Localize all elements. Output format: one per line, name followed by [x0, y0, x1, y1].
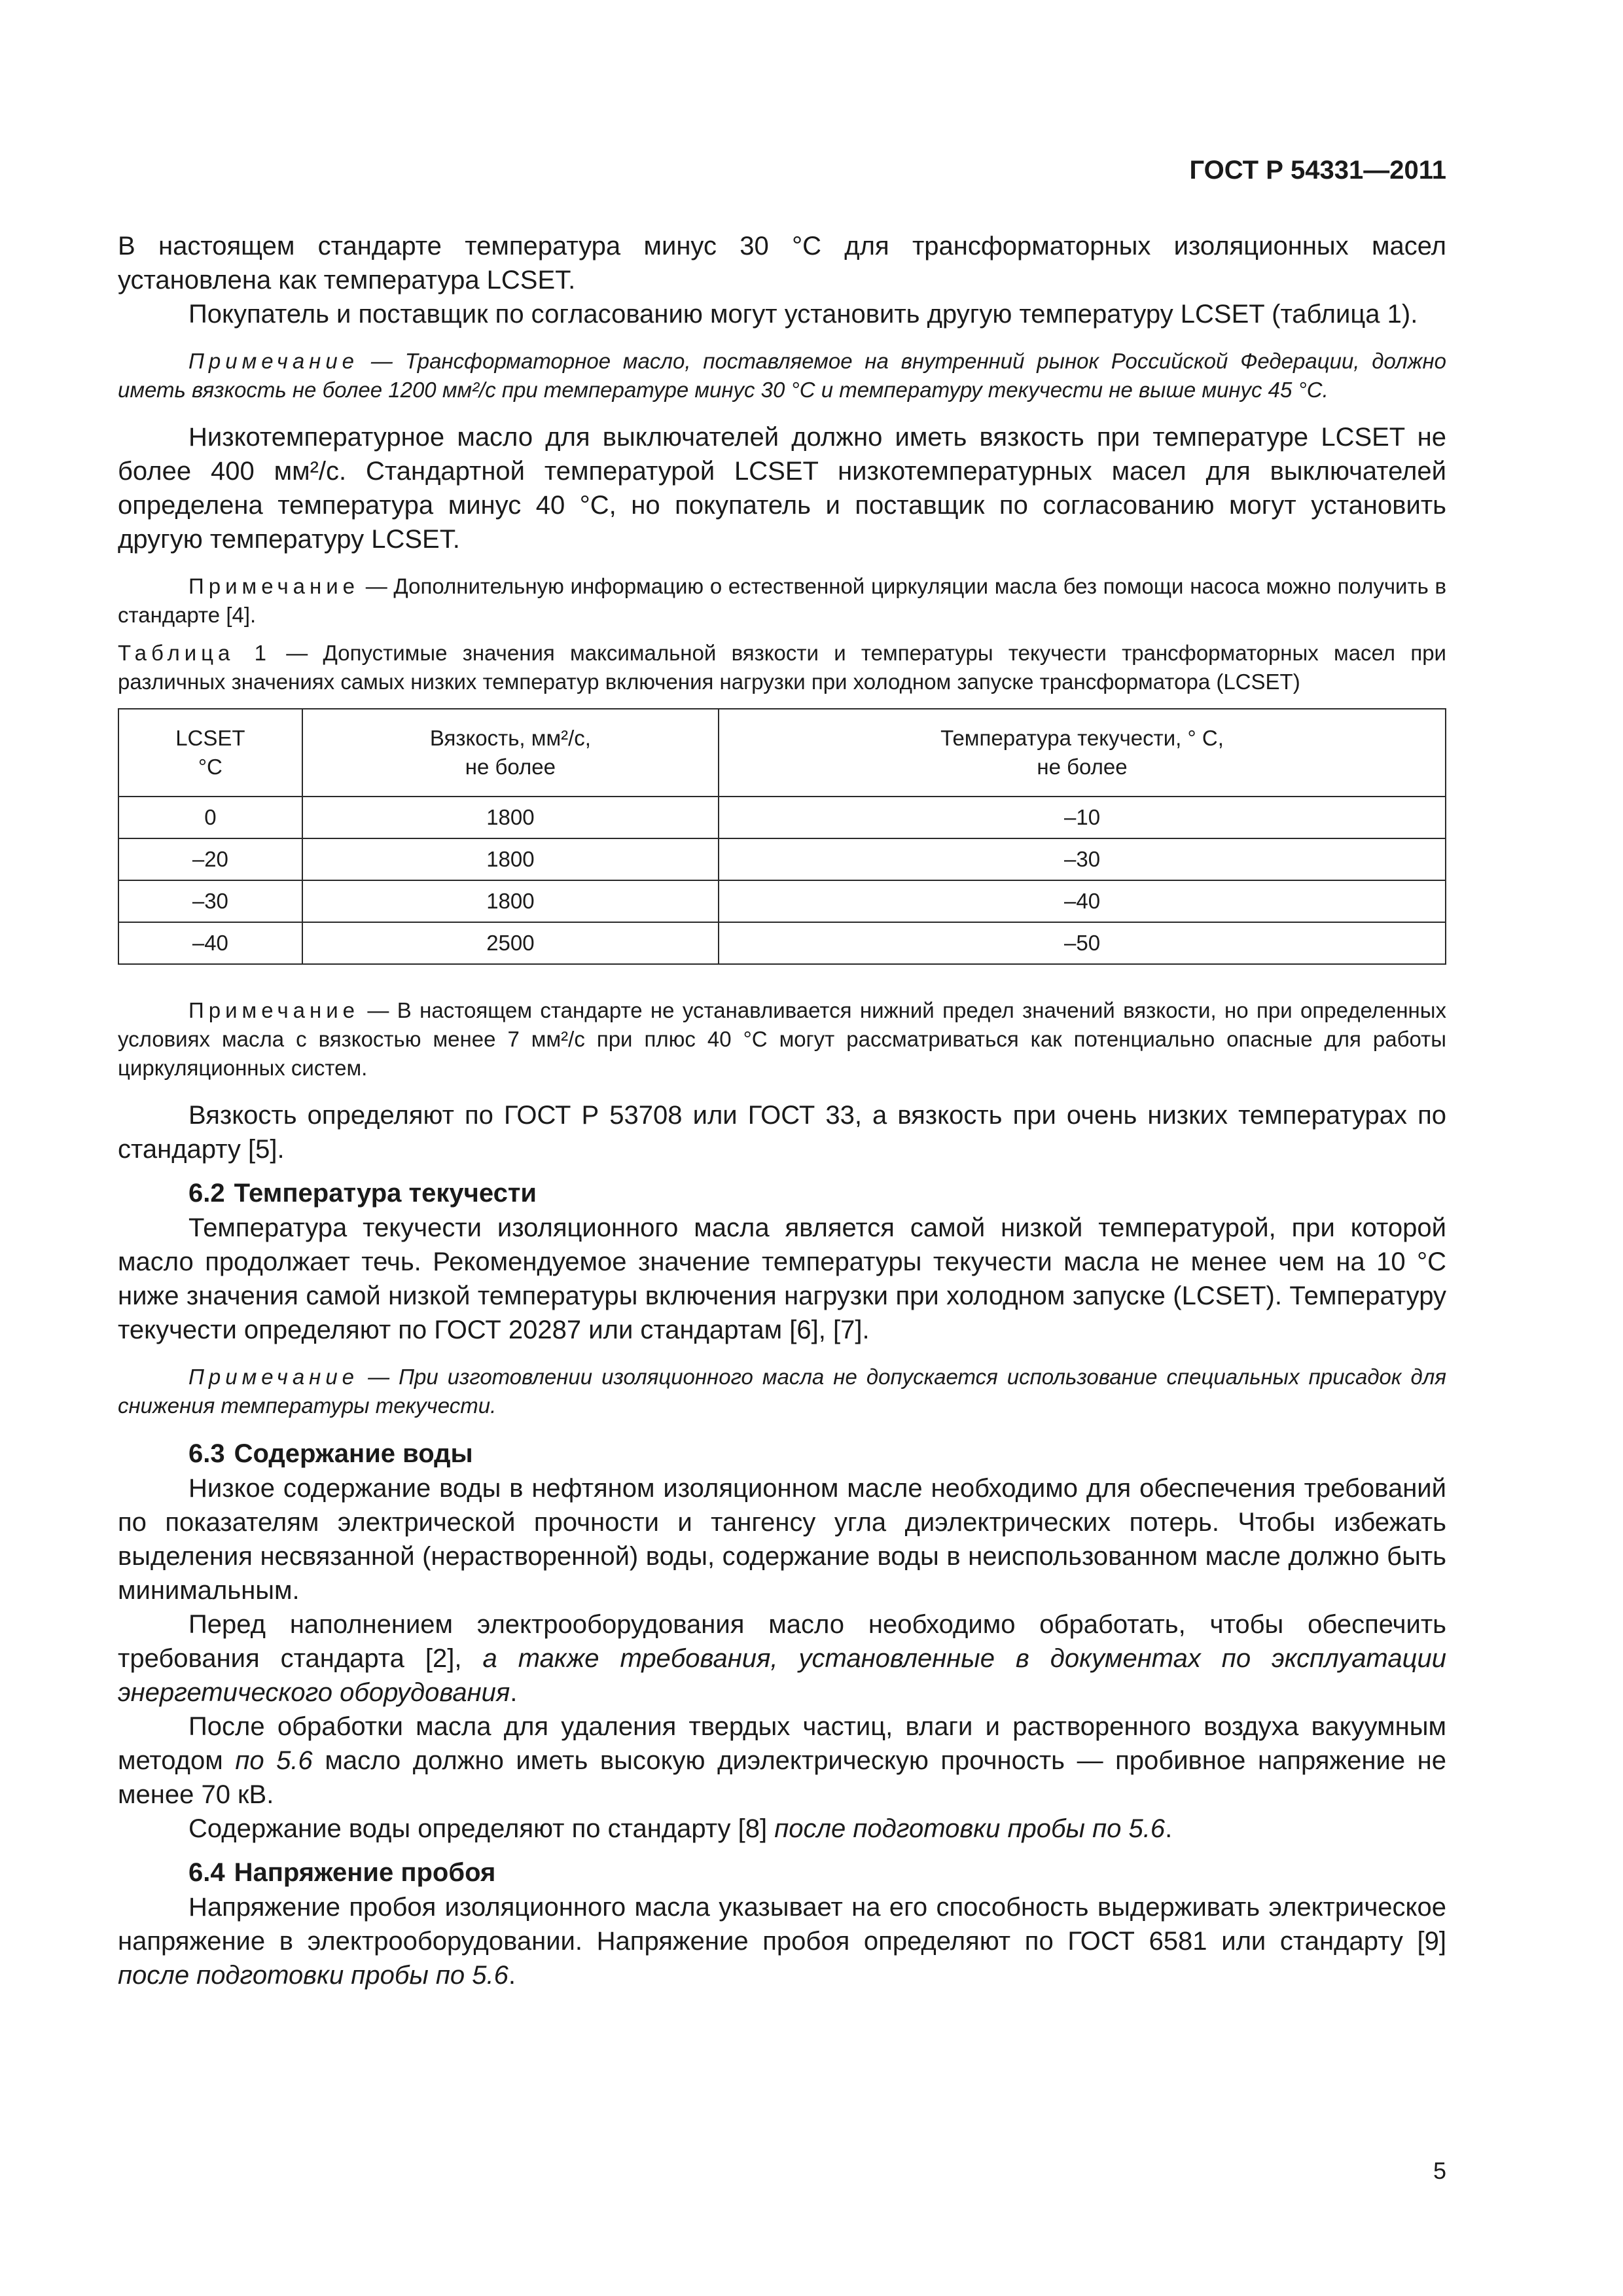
table-cell: –40 — [719, 880, 1446, 922]
table-row — [118, 880, 1446, 922]
section-heading-6-3: 6.3 Содержание воды — [188, 1439, 473, 1468]
page-content — [118, 229, 1446, 1992]
page-number: 5 — [1433, 2157, 1446, 2184]
paragraph: В настоящем стандарте температура минус 30 °С для трансформаторных изоляционных масел установлена как температура LCSET. — [118, 232, 1446, 295]
note — [118, 347, 1446, 404]
section-heading-6-2: 6.2 Температура текучести — [188, 1179, 537, 1208]
note-label: Примечание — [188, 574, 360, 598]
note-text: — Дополнительную информацию о естественной циркуляции масла без помощи насоса можно получить в стандарте [4]. — [118, 574, 1446, 627]
table-row — [118, 797, 1446, 838]
note-text: — В настоящем стандарте не устанавливается нижний предел значений вязкости, но при определенных условиях масла с вязкостью менее 7 мм²/с при плюс 40 °С могут рассматриваться как потенциально опасные для работы циркуляционных систем. — [118, 998, 1446, 1080]
note-label: Примечание — [188, 349, 359, 373]
table-cell: –30 — [118, 880, 302, 922]
paragraph: Напряжение пробоя изоляционного масла указывает на его способность выдерживать электрическое напряжение в электрооборудовании. Напряжение пробоя определяют по ГОСТ 6581 или стандарту [9] после подготовки пробы по 5.6. — [118, 1893, 1446, 1990]
paragraph: Перед наполнением электрооборудования масло необходимо обработать, чтобы обеспечить требования стандарта [2], а также требования, установленные в документах по эксплуатации энергетического оборудования. — [118, 1610, 1446, 1707]
viscosity-table — [118, 708, 1446, 965]
table-header-cell: Температура текучести, ° С, не более — [719, 709, 1446, 797]
note-label: Примечание — [188, 998, 360, 1022]
paragraph: Низкотемпературное масло для выключателей должно иметь вязкость при температуре LCSET не более 400 мм²/с. Стандартной температурой LCSET низкотемпературных масел для выключателей определена температура минус 40 °С, но покупатель и поставщик по согласованию могут установить другую температуру LCSET. — [118, 423, 1446, 554]
note — [118, 572, 1446, 630]
note-text: — Трансформаторное масло, поставляемое на внутренний рынок Российской Федерации, должно иметь вязкость не более 1200 мм²/с при температуре минус 30 °С и температуру текучести не выше минус 45 °С. — [118, 349, 1446, 402]
table-cell: –10 — [719, 797, 1446, 838]
paragraph: Содержание воды определяют по стандарту [8] после подготовки пробы по 5.6. — [188, 1814, 1173, 1843]
section-heading-6-4: 6.4 Напряжение пробоя — [188, 1858, 496, 1887]
table-caption — [118, 639, 1446, 696]
table-cell: –30 — [719, 838, 1446, 880]
table-cell: –50 — [719, 922, 1446, 964]
paragraph: Температура текучести изоляционного масла является самой низкой температурой, при которой масло продолжает течь. Рекомендуемое значение температуры текучести масла не менее чем на 10 °С ниже значения самой низкой температуры включения нагрузки при холодном запуске (LCSET). Температуру текучести определяют по ГОСТ 20287 или стандартам [6], [7]. — [118, 1213, 1446, 1344]
document-page — [118, 0, 1446, 2296]
paragraph: Вязкость определяют по ГОСТ Р 53708 или ГОСТ 33, а вязкость при очень низких температурах по стандарту [5]. — [118, 1101, 1446, 1164]
note-text: — При изготовлении изоляционного масла не допускается использование специальных присадок для снижения температуры текучести. — [118, 1365, 1446, 1418]
table-cell: 1800 — [302, 838, 719, 880]
document-id-header: ГОСТ Р 54331—2011 — [1189, 156, 1446, 185]
table-cell: 2500 — [302, 922, 719, 964]
note-label: Примечание — [188, 1365, 359, 1389]
table-header-cell: Вязкость, мм²/с, не более — [302, 709, 719, 797]
table-caption-text: — Допустимые значения максимальной вязкости и температуры текучести трансформаторных масел при различных значениях самых низких температур включения нагрузки при холодном запуске трансформатора (LCSET) — [118, 641, 1446, 694]
table-label: Таблица 1 — [118, 641, 272, 665]
table-header-cell: LCSET °С — [118, 709, 302, 797]
table-row — [118, 922, 1446, 964]
paragraph: Покупатель и поставщик по согласованию могут установить другую температуру LCSET (таблица 1). — [188, 300, 1418, 329]
table-cell: –40 — [118, 922, 302, 964]
table-cell: 1800 — [302, 797, 719, 838]
table-cell: 1800 — [302, 880, 719, 922]
table-header-row — [118, 709, 1446, 797]
paragraph: После обработки масла для удаления твердых частиц, влаги и растворенного воздуха вакуумным методом по 5.6 масло должно иметь высокую диэлектрическую прочность — пробивное напряжение не менее 70 кВ. — [118, 1712, 1446, 1809]
note — [118, 1363, 1446, 1420]
paragraph: Низкое содержание воды в нефтяном изоляционном масле необходимо для обеспечения требований по показателям электрической прочности и тангенсу угла диэлектрических потерь. Чтобы избежать выделения несвязанной (нерастворенной) воды, содержание воды в неиспользованном масле должно быть минимальным. — [118, 1474, 1446, 1605]
table-row — [118, 838, 1446, 880]
note — [118, 996, 1446, 1083]
table-cell: –20 — [118, 838, 302, 880]
table-cell: 0 — [118, 797, 302, 838]
